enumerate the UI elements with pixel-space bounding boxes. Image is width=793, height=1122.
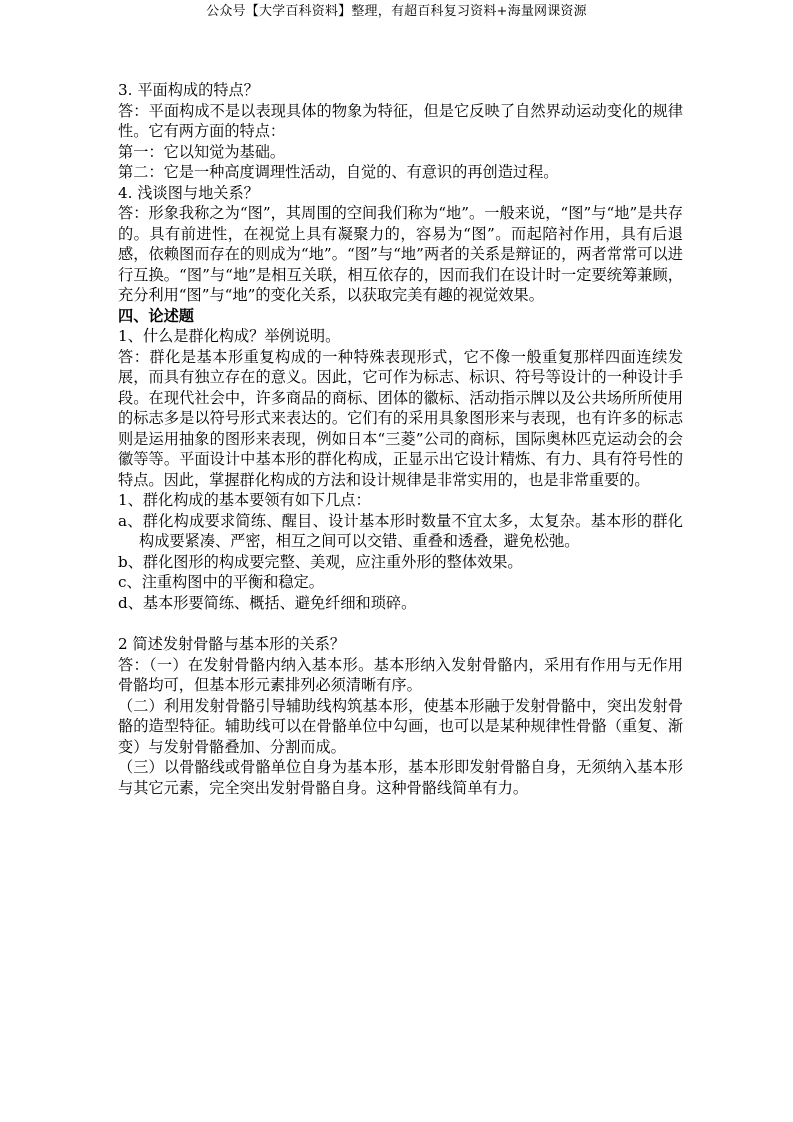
point-d: d、基本形要简练、概括、避免纤细和琐碎。 — [118, 593, 417, 612]
essay-2-title: 2 简述发射骨骼与基本形的关系？ — [118, 635, 346, 653]
essay-2-answer-3: （三）以骨骼线或骨骼单位自身为基本形，基本形即发射骨骼自身，无须纳入基本形与其它元素，完全突出发射骨骼自身。这种骨骼线简单有力。 — [118, 758, 683, 797]
question-3-first-point: 第一：它以知觉为基础。 — [118, 142, 286, 161]
section-4-heading: 四、论述题 — [118, 306, 194, 325]
document-body — [118, 80, 683, 798]
essay-1-answer: 答：群化是基本形重复构成的一种特殊表现形式，它不像一般重复那样四面连续发展，而具有独立存在的意义。因此，它可作为标志、标识、符号等设计的一种设计手段。在现代社会中，许多商品的商标、团体的徽标、活动指示牌以及公共场所所使用的标志多是以符号形式来表达的。它们有的采用具象图形来与表现，也有许多的标志则是运用抽象的图形来表现，例如日本“三菱”公司的商标，国际奥林匹克运动会的会徽等等。平面设计中基本形的群化构成，正显示出它设计精炼、有力、具有符号性的特点。因此，掌握群化构成的方法和设计规律是非常实用的，也是非常重要的。 — [118, 347, 683, 489]
question-4-title: 4. 浅谈图与地关系？ — [118, 183, 259, 202]
paragraph-spacer — [118, 613, 683, 634]
point-a: a、群化构成要求简练、醒目、设计基本形时数量不宜太多，太复杂。基本形的群化构成要紧凑、严密，相互之间可以交错、重叠和透叠，避免松弛。 — [118, 511, 683, 550]
page-header: 公众号【大学百科资料】整理，有超百科复习资料+海量网课资源 — [206, 4, 587, 19]
essay-1-title: 1、什么是群化构成？举例说明。 — [118, 327, 341, 345]
essay-2-answer-2: （二）利用发射骨骼引导辅助线构筑基本形，使基本形融于发射骨骼中，突出发射骨骼的造型特征。辅助线可以在骨骼单位中勾画，也可以是某种规律性骨骼（重复、渐变）与发射骨骼叠加、分割而成。 — [118, 696, 683, 756]
essay-1-points-title: 1、群化构成的基本要领有如下几点： — [118, 491, 371, 509]
question-4-answer: 答：形象我称之为“图”，其周围的空间我们称为“地”。一般来说，“图”与“地”是共存的。具有前进性，在视觉上具有凝聚力的，容易为“图”。而起陪衬作用，具有后退感，依赖图而存在的则成为“地”。“图”与“地”两者的关系是辩证的，两者常常可以进行互换。“图”与“地”是相互关联，相互依存的，因而我们在设计时一定要统筹兼顾，充分利用“图”与“地”的变化关系，以获取完美有趣的视觉效果。 — [118, 204, 683, 304]
point-b: b、群化图形的构成要完整、美观，应注重外形的整体效果。 — [118, 552, 523, 571]
point-c: c、注重构图中的平衡和稳定。 — [118, 573, 324, 591]
question-3-answer: 答：平面构成不是以表现具体的物象为特征，但是它反映了自然界动运动变化的规律性。它有两方面的特点： — [118, 101, 683, 140]
question-3-title: 3. 平面构成的特点？ — [118, 81, 259, 99]
question-3-second-point: 第二：它是一种高度调理性活动，自觉的、有意识的再创造过程。 — [118, 163, 559, 181]
essay-2-answer-1: 答：（一）在发射骨骼内纳入基本形。基本形纳入发射骨骼内，采用有作用与无作用骨骼均可，但基本形元素排列必须清晰有序。 — [118, 655, 683, 694]
